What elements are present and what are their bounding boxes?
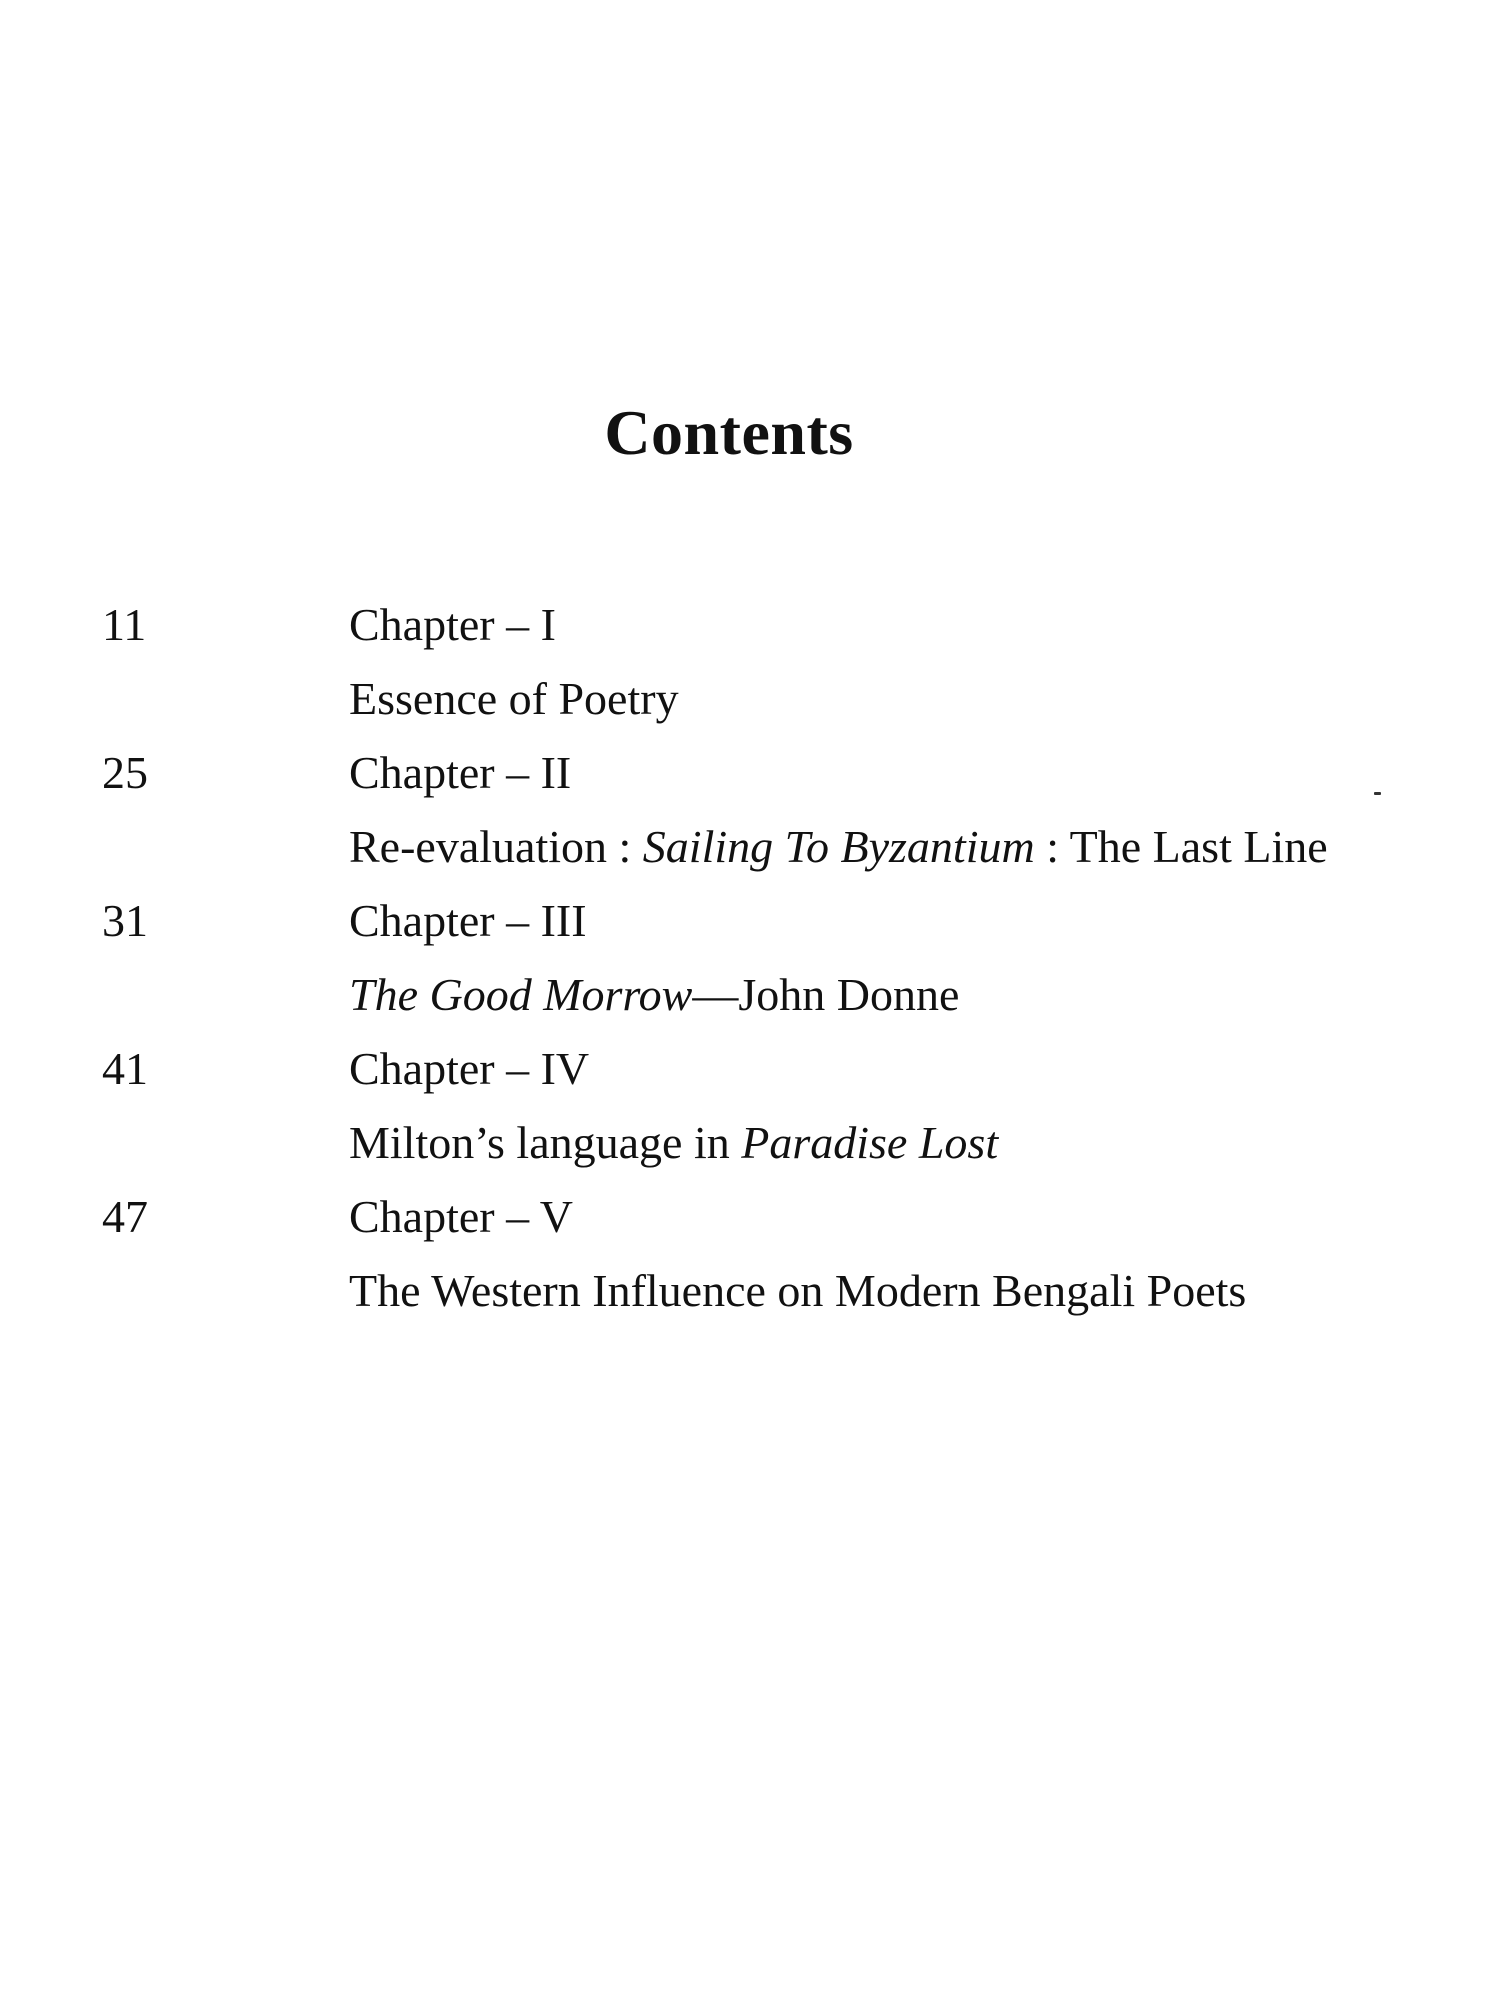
chapter-title xyxy=(349,1106,1442,1180)
toc-entry xyxy=(102,1180,1442,1328)
chapter-title xyxy=(349,662,1442,736)
chapter-label: Chapter – I xyxy=(349,599,556,650)
title-part: : The Last Line xyxy=(1034,821,1328,872)
title-part-italic: Paradise Lost xyxy=(741,1117,999,1168)
title-part-italic: Sailing To Byzantium xyxy=(642,821,1035,872)
page-title: Contents xyxy=(604,396,854,468)
toc-entry xyxy=(102,588,1442,736)
entry-text xyxy=(349,736,1442,884)
title-part: Milton’s language in xyxy=(349,1117,742,1168)
chapter-label: Chapter – II xyxy=(349,747,572,798)
entry-text xyxy=(349,588,1442,736)
chapter-title xyxy=(349,810,1442,884)
toc-entry xyxy=(102,1032,1442,1180)
toc-entry xyxy=(102,884,1442,1032)
title-part: Essence of Poetry xyxy=(349,673,679,724)
toc-entry xyxy=(102,736,1442,884)
page-number: 11 xyxy=(102,599,147,650)
title-part: Re-evaluation : xyxy=(349,821,643,872)
entry-text xyxy=(349,884,1442,1032)
chapter-title xyxy=(349,958,1442,1032)
entry-text xyxy=(349,1032,1442,1180)
entry-text xyxy=(349,1180,1442,1328)
chapter-title xyxy=(349,1254,1442,1328)
page-number: 25 xyxy=(102,747,148,798)
table-of-contents xyxy=(102,588,1442,1328)
chapter-label: Chapter – IV xyxy=(349,1043,590,1094)
title-part: The Western Influence on Modern Bengali Poets xyxy=(349,1265,1247,1316)
stray-ink-mark xyxy=(1374,792,1381,795)
chapter-label: Chapter – V xyxy=(349,1191,574,1242)
page-number: 41 xyxy=(102,1043,148,1094)
page-number: 47 xyxy=(102,1191,148,1242)
title-part-italic: The Good Morrow xyxy=(349,969,693,1020)
chapter-label: Chapter – III xyxy=(349,895,587,946)
title-part: —John Donne xyxy=(692,969,960,1020)
page-number: 31 xyxy=(102,895,148,946)
